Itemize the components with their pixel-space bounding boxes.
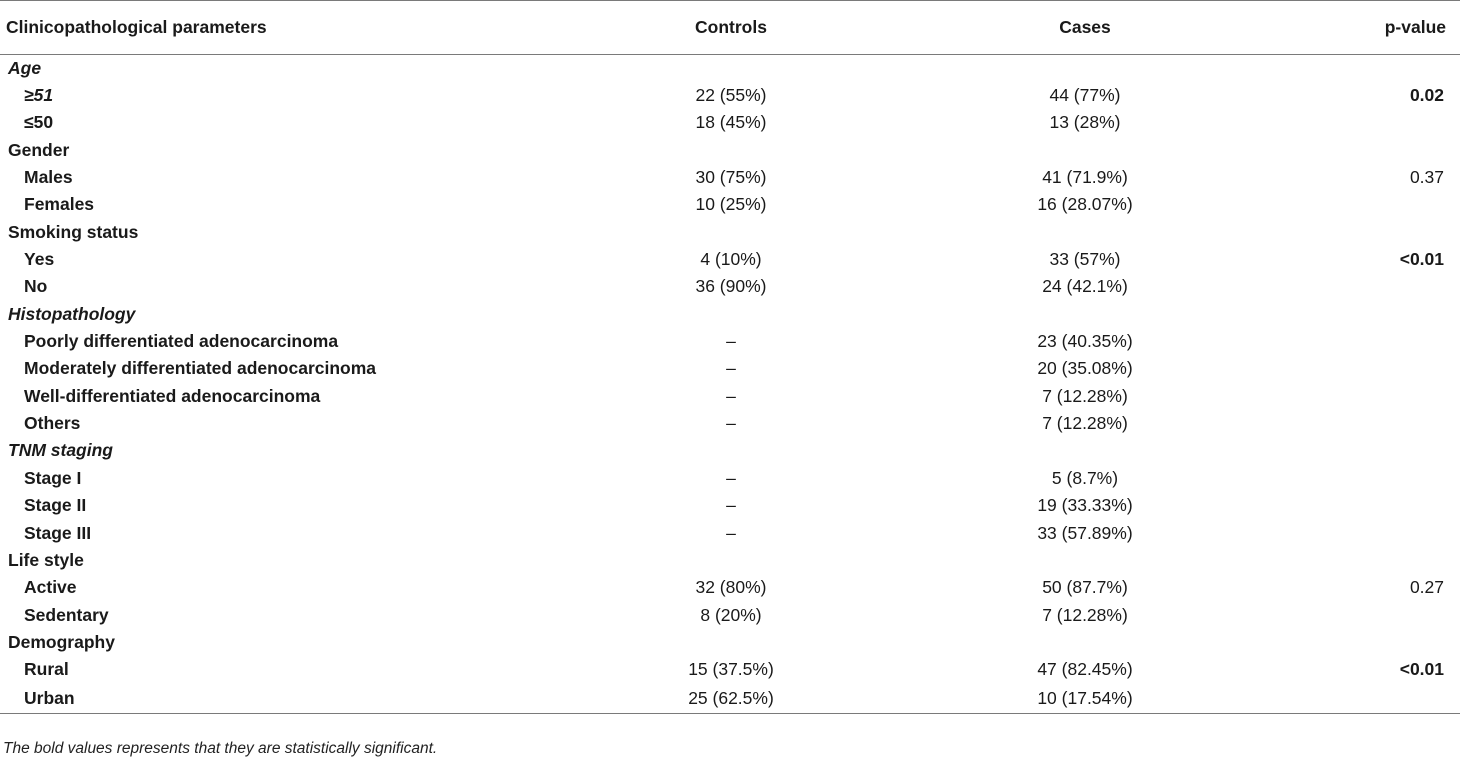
p-value-cell xyxy=(1308,465,1460,492)
controls-cell: 8 (20%) xyxy=(700,604,762,625)
table-row xyxy=(0,410,1460,437)
p-value-cell xyxy=(1308,109,1460,136)
controls-cell: 10 (25%) xyxy=(695,194,767,215)
row-label: Males xyxy=(24,167,73,188)
category-row xyxy=(0,547,1460,574)
p-value-cell: 0.27 xyxy=(1409,577,1444,598)
cases-cell xyxy=(862,629,1308,656)
header-p-value: p-value xyxy=(1308,1,1460,55)
category-row xyxy=(0,219,1460,246)
row-label: ≥51 xyxy=(24,85,54,106)
table-row xyxy=(0,109,1460,136)
row-label: Sedentary xyxy=(24,604,109,625)
table-row xyxy=(0,492,1460,519)
cases-cell: 33 (57.89%) xyxy=(1037,522,1133,543)
table-row xyxy=(0,191,1460,218)
row-label: Demography xyxy=(8,631,115,652)
table-row xyxy=(0,656,1460,683)
p-value-cell xyxy=(1308,547,1460,574)
p-value-cell xyxy=(1308,437,1460,464)
cases-cell xyxy=(862,301,1308,328)
p-value-cell xyxy=(1308,55,1460,82)
p-value-cell xyxy=(1308,301,1460,328)
row-label: Stage III xyxy=(24,522,92,543)
row-label: Age xyxy=(8,57,42,78)
table-row xyxy=(0,465,1460,492)
p-value-cell xyxy=(1308,273,1460,300)
cases-cell: 13 (28%) xyxy=(1049,112,1121,133)
cases-cell: 16 (28.07%) xyxy=(1037,194,1133,215)
controls-cell: 18 (45%) xyxy=(695,112,767,133)
cases-cell xyxy=(862,55,1308,82)
controls-cell: 15 (37.5%) xyxy=(688,659,774,680)
row-label: Well-differentiated adenocarcinoma xyxy=(24,385,321,406)
p-value-cell xyxy=(1308,519,1460,546)
cases-cell xyxy=(862,547,1308,574)
row-label: Histopathology xyxy=(8,303,136,324)
table-body xyxy=(0,55,1460,714)
row-label: Smoking status xyxy=(8,221,139,242)
cases-cell xyxy=(862,219,1308,246)
row-label: Active xyxy=(24,577,77,598)
row-label: TNM staging xyxy=(8,440,113,461)
row-label: Poorly differentiated adenocarcinoma xyxy=(24,331,339,352)
cases-cell: 7 (12.28%) xyxy=(1042,413,1128,434)
controls-cell xyxy=(600,137,862,164)
cases-cell xyxy=(862,437,1308,464)
controls-cell: – xyxy=(726,331,736,352)
row-label: Life style xyxy=(8,549,84,570)
controls-cell: – xyxy=(726,522,736,543)
table-row xyxy=(0,574,1460,601)
p-value-cell: <0.01 xyxy=(1399,659,1444,680)
controls-cell: 30 (75%) xyxy=(695,167,767,188)
p-value-cell xyxy=(1308,355,1460,382)
p-value-cell xyxy=(1308,137,1460,164)
controls-cell: 4 (10%) xyxy=(700,249,762,270)
table-row xyxy=(0,246,1460,273)
table-row xyxy=(0,328,1460,355)
cases-cell: 19 (33.33%) xyxy=(1037,495,1133,516)
row-label: Rural xyxy=(24,659,69,680)
controls-cell: 32 (80%) xyxy=(695,577,767,598)
header-controls: Controls xyxy=(600,1,862,55)
cases-cell: 50 (87.7%) xyxy=(1042,577,1128,598)
category-row xyxy=(0,137,1460,164)
p-value-cell xyxy=(1308,383,1460,410)
p-value-cell: 0.02 xyxy=(1409,85,1444,106)
cases-cell: 7 (12.28%) xyxy=(1042,604,1128,625)
controls-cell: 36 (90%) xyxy=(695,276,767,297)
p-value-cell: <0.01 xyxy=(1399,249,1444,270)
controls-cell: – xyxy=(726,495,736,516)
cases-cell: 47 (82.45%) xyxy=(1037,659,1133,680)
table-row xyxy=(0,683,1460,713)
controls-cell xyxy=(600,547,862,574)
table-row xyxy=(0,383,1460,410)
cases-cell: 24 (42.1%) xyxy=(1042,276,1128,297)
row-label: Urban xyxy=(0,683,600,713)
table-row xyxy=(0,82,1460,109)
row-label: No xyxy=(24,276,48,297)
category-row xyxy=(0,55,1460,82)
row-label: ≤50 xyxy=(24,112,54,133)
row-label: Gender xyxy=(8,139,70,160)
controls-cell xyxy=(600,55,862,82)
row-label: Stage I xyxy=(24,467,82,488)
table-header xyxy=(0,1,1460,55)
table-row xyxy=(0,273,1460,300)
table-row xyxy=(0,601,1460,628)
p-value-cell xyxy=(1308,191,1460,218)
table-row xyxy=(0,164,1460,191)
header-cases: Cases xyxy=(862,1,1308,55)
controls-cell xyxy=(600,629,862,656)
controls-cell: 22 (55%) xyxy=(695,85,767,106)
p-value-cell xyxy=(1308,629,1460,656)
table-row xyxy=(0,519,1460,546)
p-value-cell xyxy=(1308,410,1460,437)
controls-cell xyxy=(600,301,862,328)
cases-cell: 7 (12.28%) xyxy=(1042,385,1128,406)
cases-cell: 23 (40.35%) xyxy=(1037,331,1133,352)
controls-cell: – xyxy=(726,467,736,488)
header-row xyxy=(0,1,1460,55)
p-value-cell xyxy=(1308,328,1460,355)
header-parameters: Clinicopathological parameters xyxy=(0,1,600,55)
controls-cell: – xyxy=(726,358,736,379)
controls-cell xyxy=(600,437,862,464)
cases-cell: 33 (57%) xyxy=(1049,249,1121,270)
category-row xyxy=(0,437,1460,464)
p-value-cell xyxy=(1308,601,1460,628)
row-label: Yes xyxy=(24,249,55,270)
p-value-cell: 0.37 xyxy=(1409,167,1444,188)
row-label: Others xyxy=(24,413,81,434)
p-value-cell xyxy=(1308,683,1460,713)
p-value-cell xyxy=(1308,492,1460,519)
cases-cell: 10 (17.54%) xyxy=(862,683,1308,713)
row-label: Moderately differentiated adenocarcinoma xyxy=(24,358,377,379)
row-label: Stage II xyxy=(24,495,87,516)
cases-cell: 20 (35.08%) xyxy=(1037,358,1133,379)
controls-cell: – xyxy=(726,413,736,434)
controls-cell: 25 (62.5%) xyxy=(600,683,862,713)
table-row xyxy=(0,355,1460,382)
cases-cell: 41 (71.9%) xyxy=(1042,167,1128,188)
cases-cell: 5 (8.7%) xyxy=(1051,467,1119,488)
controls-cell xyxy=(600,219,862,246)
controls-cell: – xyxy=(726,385,736,406)
category-row xyxy=(0,629,1460,656)
p-value-cell xyxy=(1308,219,1460,246)
row-label: Females xyxy=(24,194,95,215)
category-row xyxy=(0,301,1460,328)
table-footnote: The bold values represents that they are statistically significant. xyxy=(3,740,438,757)
cases-cell: 44 (77%) xyxy=(1049,85,1121,106)
cases-cell xyxy=(862,137,1308,164)
